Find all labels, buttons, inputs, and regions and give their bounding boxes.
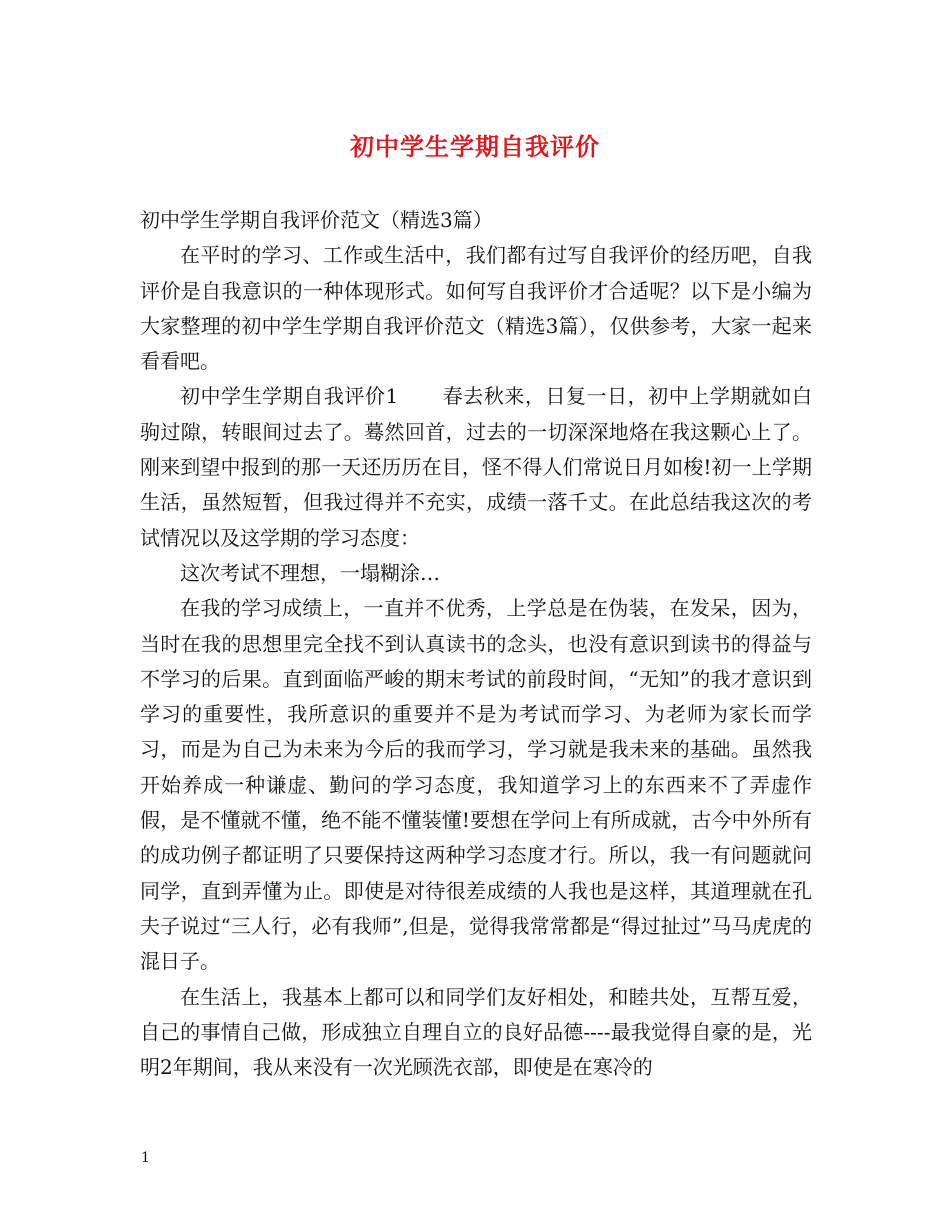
body-paragraph-2: 在我的学习成绩上，一直并不优秀，上学总是在伪装，在发呆，因为，当时在我的思想里完全找不到认真读书的念头，也没有意识到读书的得益与不学习的后果。直到面临严峻的期末考试的前段时间，“无知”的我才意识到学习的重要性，我所意识的重要并不是为考试而学习、为老师为家长而学习，而是为自己为未来为今后的我而学习，学习就是我未来的基础。虽然我开始养成一种谦虚、勤问的学习态度，我知道学习上的东西来不了弄虚作假，是不懂就不懂，绝不能不懂装懂!要想在学问上有所成就，古今中外所有的成功例子都证明了只要保持这两种学习态度才行。所以，我一有问题就问同学，直到弄懂为止。即使是对待很差成绩的人我也是这样，其道理就在孔夫子说过“三人行，必有我师”,但是，觉得我常常都是“得过扯过”马马虎虎的混日子。 (140, 596, 812, 974)
page-number: 1 (141, 1150, 150, 1166)
document-subtitle: 初中学生学期自我评价范文（精选3篇） (140, 208, 493, 232)
section-heading: 初中学生学期自我评价1 (180, 384, 399, 409)
section-first-text: 春去秋来，日复一日，初中上学期就如白驹过隙，转眼间过去了。蓦然回首，过去的一切深深地烙在我这颗心上了。刚来到望中报到的那一天还历历在目，怪不得人们常说日月如梭!初一上学期生活，虽然短暂，但我过得并不充实，成绩一落千丈。在此总结我这次的考试情况以及这学期的学习态度： (140, 384, 813, 550)
body-paragraph-3: 在生活上，我基本上都可以和同学们友好相处，和睦共处，互帮互爱，自己的事情自己做，形成独立自理自立的良好品德----最我觉得自豪的是，光明2年期间，我从来没有一次光顾洗衣部，即使是在寒冷的 (140, 984, 812, 1080)
section-paragraph (140, 379, 812, 555)
intro-paragraph: 在平时的学习、工作或生活中，我们都有过写自我评价的经历吧，自我评价是自我意识的一种体现形式。如何写自我评价才合适呢？以下是小编为大家整理的初中学生学期自我评价范文（精选3篇），仅供参考，大家一起来看看吧。 (140, 243, 812, 374)
document-title: 初中学生学期自我评价 (350, 132, 600, 161)
document-body (140, 203, 812, 1085)
body-paragraph-1: 这次考试不理想，一塌糊涂… (180, 560, 440, 585)
